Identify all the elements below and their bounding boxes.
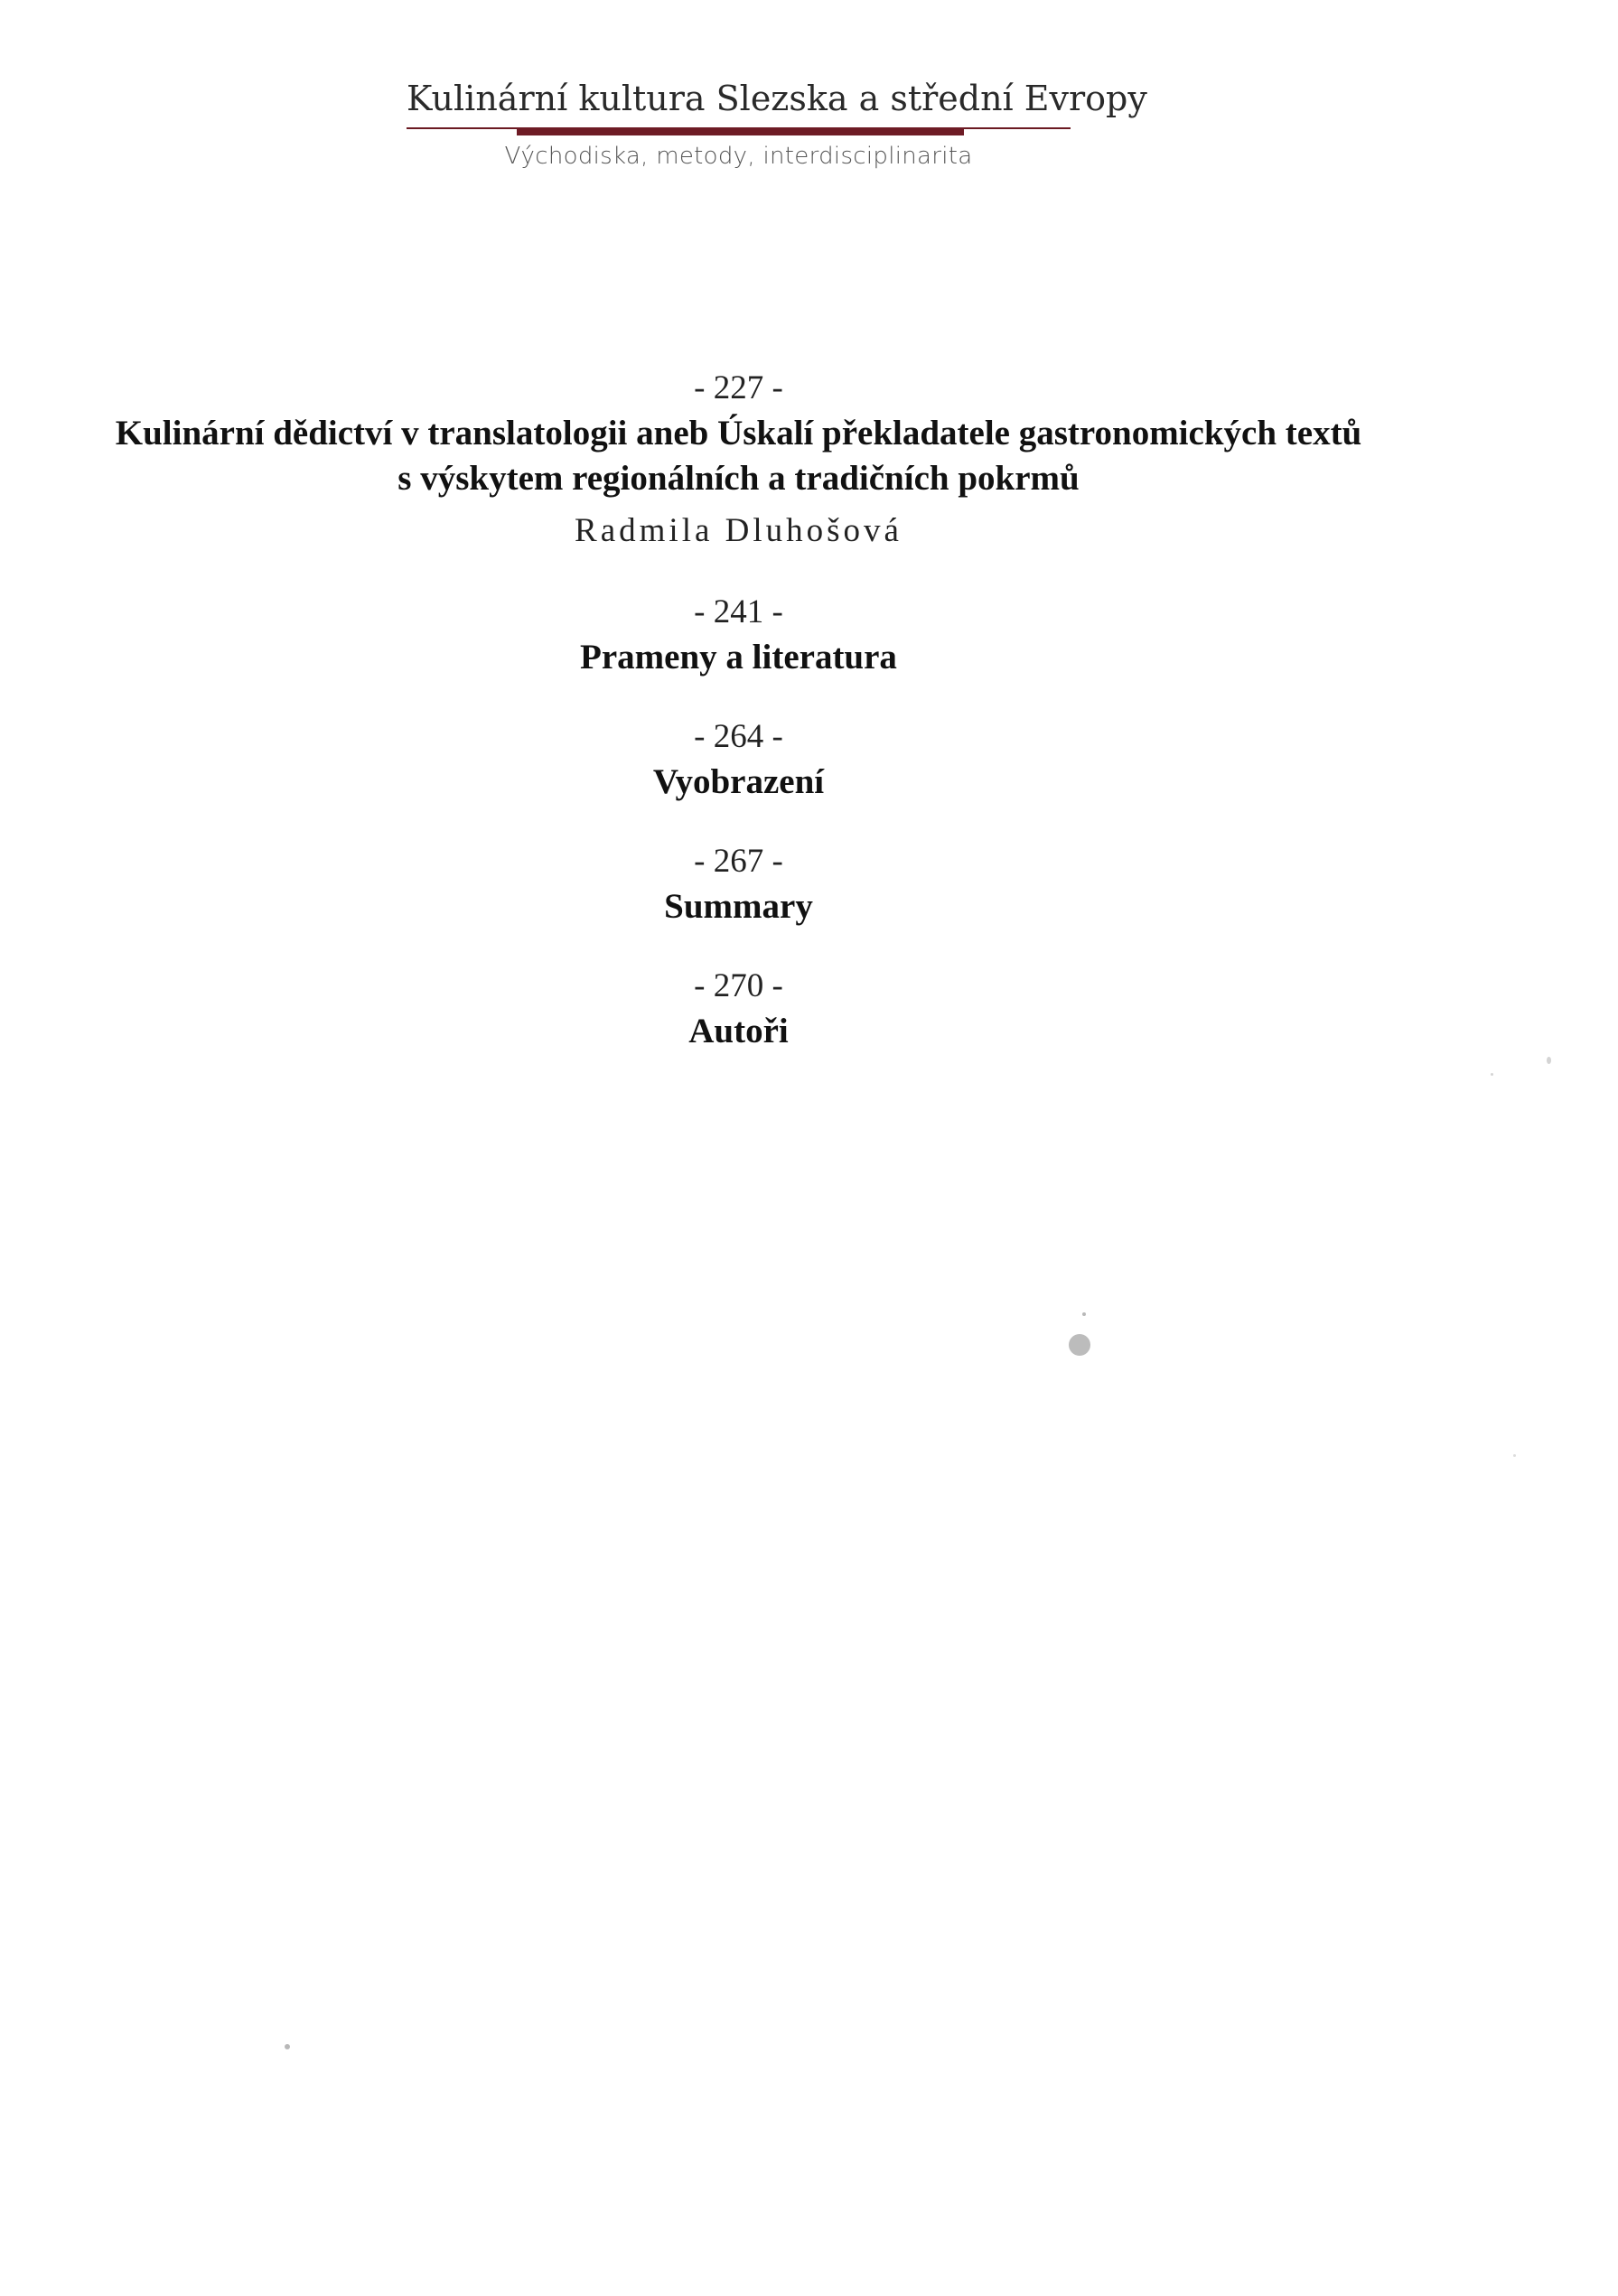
book-subtitle: Východiska, metody, interdisciplinarita [504,143,973,170]
header-rule-thick [517,127,964,135]
table-of-contents [0,366,1477,1088]
toc-entry-title-line-1: Kulinární dědictví v translatologii aneb Úskalí překladatele gastronomických textů [115,414,1362,453]
scan-speck [285,2044,290,2049]
toc-entry-author: Radmila Dluhošová [575,512,903,549]
toc-entry-prameny [0,590,1477,680]
toc-entry-title: Vyobrazení [652,762,825,801]
toc-entry-title: Prameny a literatura [580,638,897,677]
running-header [407,79,1147,170]
toc-page-number: - 264 - [694,718,783,755]
scan-speck [1491,1073,1493,1076]
toc-entry-dluhosova [0,366,1477,555]
toc-page-number: - 270 - [694,967,783,1004]
toc-page-number: - 227 - [694,369,783,406]
header-rule [407,126,1071,137]
scan-speck [1547,1057,1551,1064]
toc-entry-summary [0,839,1477,929]
toc-entry-title-line-2: s výskytem regionálních a tradičních pokrmů [397,459,1080,498]
toc-page-number: - 267 - [694,843,783,880]
scan-speck [1082,1312,1086,1316]
toc-page-number: - 241 - [694,593,783,630]
toc-entry-vyobrazeni [0,714,1477,805]
toc-entry-autori [0,964,1477,1054]
scan-speck [1069,1334,1090,1356]
toc-entry-title: Summary [664,887,813,926]
book-title: Kulinární kultura Slezska a střední Evropy [407,79,1147,118]
scan-speck [1513,1454,1516,1457]
toc-entry-title: Autoři [688,1012,789,1050]
